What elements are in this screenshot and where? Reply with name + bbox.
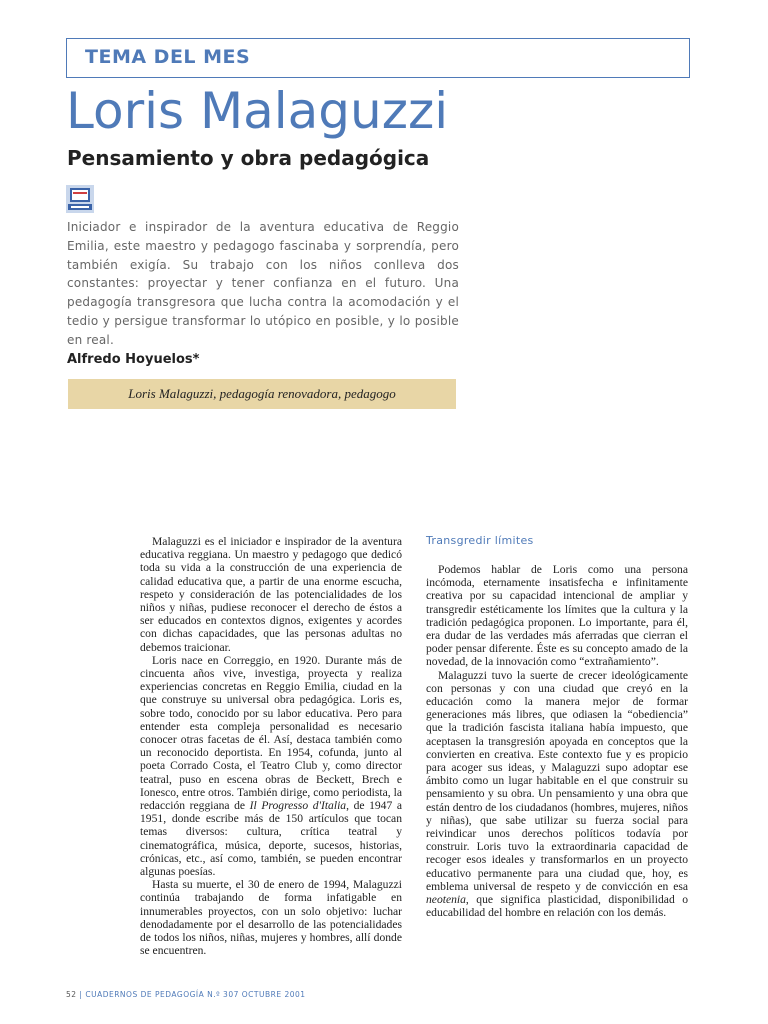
section-label: TEMA DEL MES: [85, 46, 251, 68]
keywords-text: Loris Malaguzzi, pedagogía renovadora, pedagogo: [128, 386, 396, 401]
left-column: [140, 535, 402, 958]
publication-info: CUADERNOS DE PEDAGOGÍA N.º 307 OCTUBRE 2001: [85, 990, 306, 999]
paragraph: [140, 654, 402, 878]
section-header-box: [66, 38, 690, 78]
keywords-box: [68, 379, 456, 409]
section-subheading: Transgredir límites: [426, 534, 534, 547]
paragraph: Podemos hablar de Loris como una persona incómoda, eternamente insatisfecha e infinitamente creativa por su capacidad intencional de ampliar y transgredir estéticamente los límites que la cultura y la tradición pedagógica proponen. Lo importante, para él, era dudar de las verdades más aferradas que cierran el poder pensar diferente. Éste es su concepto amado de la novedad, de la innovación como “extrañamiento”.: [426, 563, 688, 669]
italic-term: neotenia: [426, 893, 466, 907]
newspaper-name: Il Progresso d'Italia: [249, 799, 347, 813]
author-name: Alfredo Hoyuelos*: [67, 352, 200, 367]
page-footer: 52 | CUADERNOS DE PEDAGOGÍA N.º 307 OCTUBRE 2001: [66, 990, 306, 999]
article-lead: Iniciador e inspirador de la aventura educativa de Reggio Emilia, este maestro y pedagogo fascinaba y sorprendía, pero también exigía. Su trabajo con los niños conlleva dos constantes: proyectar y tener confianza en el futuro. Una pedagogía transgresora que lucha contra la acomodación y el tedio y persigue transformar lo utópico en posible, y lo posible en real.: [67, 220, 459, 347]
paragraph-text: , de 1947 a 1951, donde escribe más de 150 artículos que tocan temas diversos: cultura, crítica teatral y cinematográfica, música, deporte, sucesos, historias, crónicas, etc., así como, también, se pueden encontrar algunas poesías.: [140, 799, 403, 879]
paragraph: Hasta su muerte, el 30 de enero de 1994, Malaguzzi continúa trabajando de forma infatigable en innumerables proyectos, con un solo objetivo: luchar denodadamente por el desarrollo de las potencialidades de todos los niños, niñas, mujeres y hombres, allí donde se encuentren.: [140, 878, 402, 958]
article-subtitle: Pensamiento y obra pedagógica: [67, 146, 430, 170]
computer-monitor-icon: [66, 185, 94, 213]
paragraph: Malaguzzi es el iniciador e inspirador de la aventura educativa reggiana. Un maestro y pedagogo que dedicó toda su vida a la construcción de una experiencia de calidad educativa que, a partir de una enorme escucha, respeto y consideración de las potencialidades de los niños y niñas, pudiese reconocer el derecho de éstos a ser educados en contextos dignos, exigentes y acordes con dichas capacidades, que las personas adultas no debemos traicionar.: [140, 535, 402, 654]
right-column: [426, 563, 688, 919]
article-title: Loris Malaguzzi: [66, 82, 449, 140]
paragraph-text: Loris nace en Correggio, en 1920. Durante más de cincuenta años vive, investiga, proyecta y realiza experiencias concretas en Reggio Emilia, ciudad en la que construye su universal obra pedagógica. Loris es, sobre todo, conocido por su labor educativa. Pero para entender esta compleja personalidad es necesario conocer otras facetas de él. Así, destaca también como un reconocido deportista. En 1954, cofunda, junto al poeta Corrado Costa, el Teatro Club y, como director teatral, puso en escena obras de Beckett, Brech e Ionesco, entre otros. También dirige, como periodista, la redacción reggiana de: [140, 653, 402, 813]
paragraph: [426, 669, 688, 920]
paragraph-text: Malaguzzi tuvo la suerte de crecer ideológicamente con personas y con una ciudad que creyó en la educación como la manera mejor de formar generaciones más libres, que odiasen la “obediencia” que la tradición fascista italiana había impuesto, que aceptasen la transgresión apoyada en conceptos que la convierten en creativa. Este contexto fue y es propicio para acoger sus ideas, y Malaguzzi supo adoptar ese ámbito como un lugar habitable en el que construir su pensamiento y su obra. Un pensamiento y una obra que están dentro de los ciudadanos (hombres, mujeres, niños y niñas), que sabe utilizar su fuerza social para reivindicar unos derechos políticos todavía por construir. Loris tuvo la extraordinaria capacidad de recoger esos ideales y transformarlos en un proyecto educativo permanente para una ciudad que, hoy, es emblema universal de respeto y de convicción en esa: [426, 668, 688, 893]
paragraph-text: , que significa plasticidad, disponibilidad o educabilidad del hombre en relación con los demás.: [426, 893, 688, 920]
page-number: 52: [66, 990, 77, 999]
